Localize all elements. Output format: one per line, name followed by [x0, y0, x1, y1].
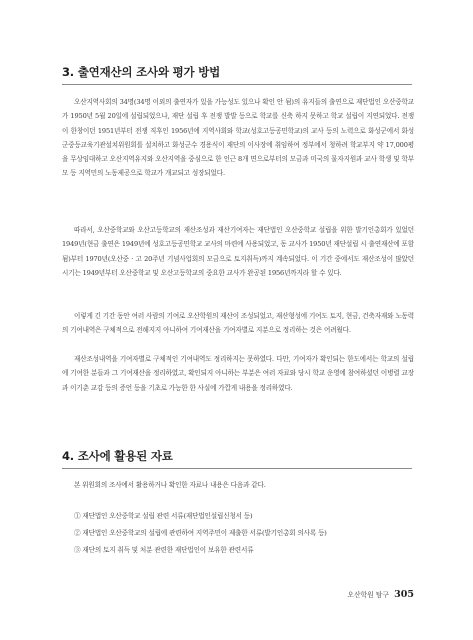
list-item: ③ 재단의 토지 취득 및 처분 관련한 재단법인이 보유한 관련서류: [74, 545, 254, 554]
section-3-rule: [62, 84, 412, 85]
page-number: 305: [394, 589, 414, 600]
section-4-intro: 본 위원회의 조사에서 활용하거나 확인한 자료나 내용은 다음과 같다.: [74, 481, 266, 489]
list-item: ② 재단법인 오산중학교의 설립에 관련하여 지역주민이 제출한 서류(발기인총회 의사록 등): [74, 528, 327, 537]
section-3-paragraph-2: 따라서, 오산중학교와 오산고등학교의 재산조성과 재산기여자는 재단법인 오산중학교 설립을 위한 발기인총회가 있었던 1949년(현금 출연은 1949년에 성호고등공민학교 교사의 마련에 사용되었고, 동 교사가 1950년 재단설립 시 출연재산에 포함됨)부터 1970년(오산중 · 고 20주년 기념사업회의 모금으로 토지취득)까지 계속되었다. 이 기간 중에서도 재산조성이 많았던 시기는 1949년부터 오산중학교 및 오산고등학교의 중요한 교사가 완공된 1956년까지라 할 수 있다.: [62, 226, 414, 277]
section-3-paragraph-3: 이렇게 긴 기간 동안 여러 사람의 기여로 오산학원의 재산이 조성되었고, 재산형성에 기여도 토지, 현금, 건축자재와 노동력의 기여내역은 구체적으로 전해지지 아니하여 기여재산을 기여자별로 지분으로 정리하는 것은 어려웠다.: [62, 312, 414, 335]
running-title: 오산학원 탐구: [347, 591, 389, 599]
section-4-heading: 4. 조사에 활용된 자료: [62, 449, 173, 463]
source-list: [62, 508, 414, 558]
section-3-paragraph-4: 재산조성내역을 기여자별로 구체적인 기여내역도 정리하지는 못하였다. 다만, 기여자가 확인되는 한도에서는 학교의 설립에 기여한 분들과 그 기여재산을 정리하였고, 확인되지 아니하는 부분은 여러 자료와 당시 학교 운영에 참여하셨던 이병렬 교장과 이기춘 교감 등의 증언 등을 기초로 가능한 한 사실에 가깝게 내용을 정리하였다.: [62, 355, 414, 392]
section-3-paragraph-1: 오산지역사회의 34명(34명 이외의 출연자가 있을 가능성도 있으나 확인 안 됨)의 유지들의 출연으로 재단법인 오산중학교가 1950년 5월 20일에 설립되었으나, 재단 설립 후 전쟁 발발 등으로 학교를 신축 하지 못하고 학교 설립이 지연되었다. 전쟁이 한창이던 1951년부터 전쟁 직후인 1956년에 지역사회와 학교(성호고등공민학교)의 교사 등의 노력으로 화성군에서 화성군중등교육기관설치위원회를 설치하고 화성군수 경용식이 재단의 이사장에 취임하여 정부에서 청하려 학교부지 약 17,000평을 무상임대하고 오산지역유지와 오산지역을 중심으로 한 인근 8개 면으로부터의 모금과 미국의 물자지원과 교사 학생 및 학부모 등 지역민의 노동제공으로 학교가 개교되고 성장되었다.: [62, 98, 414, 178]
page-footer: [347, 589, 414, 600]
list-item: ① 재단법인 오산중학교 설립 관련 서류(재단법인설립신청서 등): [74, 512, 253, 520]
section-4-rule: [62, 468, 412, 469]
section-3-heading: 3. 출연재산의 조사와 평가 방법: [62, 65, 221, 79]
